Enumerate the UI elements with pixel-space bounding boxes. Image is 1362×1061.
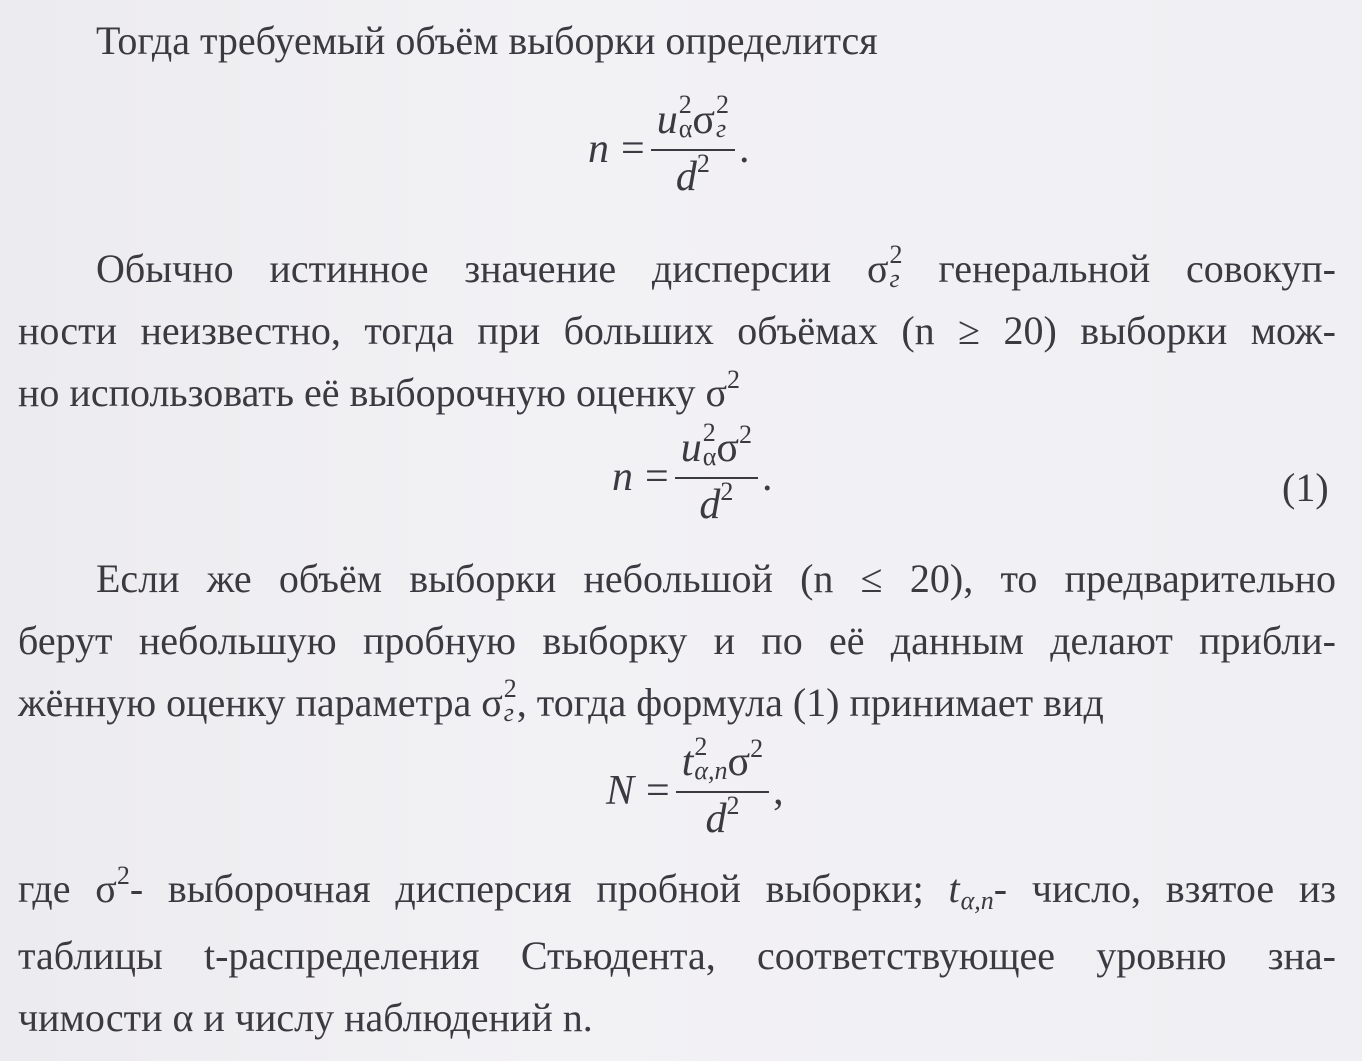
formula-student: N = t 2 α,n $\sigma^2$ $d^2$ ,: [606, 732, 784, 843]
denominator: $d^2$: [699, 477, 734, 529]
formula-sample-size-general: n = u 2 α σ 2 г $d^2$ .: [588, 90, 750, 201]
denominator: $d^2$: [705, 791, 740, 843]
paragraph-variance-unknown: Обычно истинное значение дисперсии σ 2 г генеральной совокуп- ности неизвестно, тогда при больших объёмах (n ≥ 20) выборки мож- но использовать её выборочную оценку $\sigma^2$: [18, 239, 1336, 415]
numerator: u 2 α $\sigma^2$: [675, 424, 758, 479]
intro-line: Тогда требуемый объём выборки определится: [96, 18, 878, 63]
paragraph-small-sample: Если же объём выборки небольшой (n ≤ 20), то предварительно берут небольшую пробную выборку и по её данным делают прибли- жённую оценку параметра σ 2 г , тогда формула (1) принимает вид: [18, 556, 1336, 727]
equation-number: (1): [1282, 465, 1329, 510]
paragraph-definitions: где $\sigma^2-$ выборочная дисперсия пробной выборки; t α,n - число, взятое из таблицы t-распределения Стьюдента, соответствующее уровню зна- чимости α и числу наблюдений n.: [18, 861, 1337, 1040]
denominator: $d^2$: [675, 149, 710, 201]
numerator: u 2 α σ 2 г: [651, 96, 735, 151]
numerator: t 2 α,n $\sigma^2$: [676, 738, 769, 793]
formula-1: n = u 2 α $\sigma^2$ $d^2$ .: [612, 418, 773, 529]
